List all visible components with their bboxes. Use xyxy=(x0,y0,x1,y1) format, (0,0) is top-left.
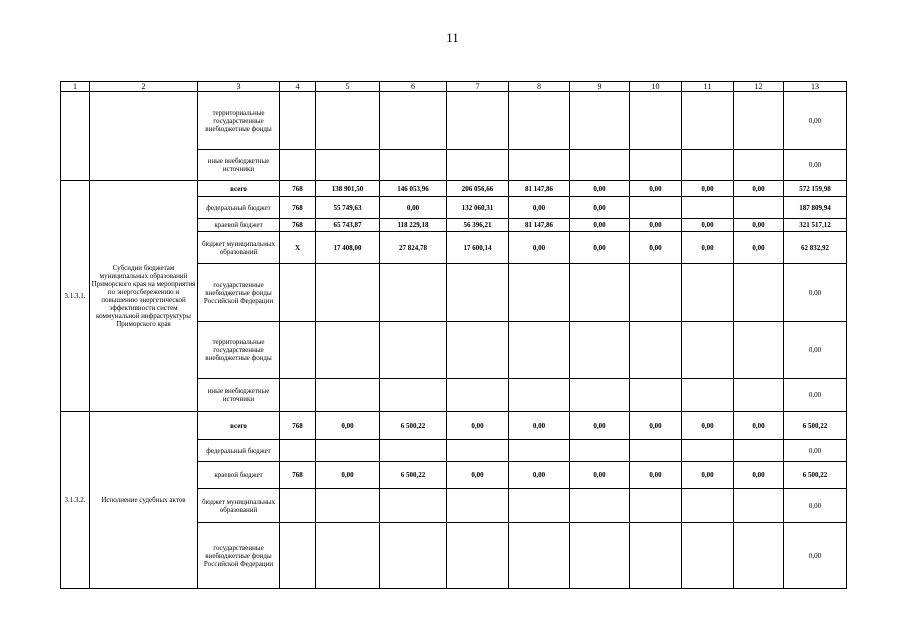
column-number: 8 xyxy=(509,82,570,92)
total-cell: 0,00 xyxy=(784,523,847,589)
value-cell: 0,00 xyxy=(509,197,570,219)
code-cell: 768 xyxy=(280,462,316,489)
value-cell: 27 824,78 xyxy=(380,232,447,264)
value-cell: 0,00 xyxy=(682,181,734,197)
code-cell: 768 xyxy=(280,412,316,440)
item-id: 3.1.3.1. xyxy=(61,181,90,412)
item-id: 3.1.3.2. xyxy=(61,412,90,589)
value-cell: 65 743,87 xyxy=(316,219,380,232)
value-cell: 0,00 xyxy=(570,462,630,489)
column-number: 12 xyxy=(734,82,784,92)
total-cell: 6 500,22 xyxy=(784,462,847,489)
total-cell: 572 159,98 xyxy=(784,181,847,197)
source-label: всего xyxy=(198,412,280,440)
value-cell: 0,00 xyxy=(570,219,630,232)
column-number: 10 xyxy=(630,82,682,92)
source-label: территориальные государственные внебюджетные фонды xyxy=(198,92,280,150)
value-cell: 56 396,21 xyxy=(447,219,509,232)
value-cell: 0,00 xyxy=(682,219,734,232)
table-row xyxy=(61,181,847,197)
value-cell: 118 229,18 xyxy=(380,219,447,232)
column-number: 5 xyxy=(316,82,380,92)
total-cell: 321 517,12 xyxy=(784,219,847,232)
value-cell: 0,00 xyxy=(630,219,682,232)
column-number: 7 xyxy=(447,82,509,92)
value-cell: 6 500,22 xyxy=(380,412,447,440)
source-label: федеральный бюджет xyxy=(198,197,280,219)
value-cell: 132 060,31 xyxy=(447,197,509,219)
value-cell: 0,00 xyxy=(682,232,734,264)
source-label: государственные внебюджетные фонды Российской Федерации xyxy=(198,523,280,589)
value-cell: 0,00 xyxy=(570,197,630,219)
value-cell: 0,00 xyxy=(509,462,570,489)
code-cell: 768 xyxy=(280,197,316,219)
value-cell: 55 749,63 xyxy=(316,197,380,219)
value-cell: 0,00 xyxy=(570,412,630,440)
code-cell: X xyxy=(280,232,316,264)
value-cell: 0,00 xyxy=(630,462,682,489)
source-label: бюджет муниципальных образований xyxy=(198,489,280,523)
value-cell: 81 147,86 xyxy=(509,219,570,232)
value-cell: 0,00 xyxy=(509,232,570,264)
value-cell: 0,00 xyxy=(630,181,682,197)
source-label: бюджет муниципальных образований xyxy=(198,232,280,264)
value-cell: 0,00 xyxy=(630,412,682,440)
value-cell: 146 053,96 xyxy=(380,181,447,197)
value-cell: 0,00 xyxy=(682,412,734,440)
value-cell: 0,00 xyxy=(570,232,630,264)
column-number: 2 xyxy=(90,82,198,92)
total-cell: 0,00 xyxy=(784,379,847,412)
total-cell: 6 500,22 xyxy=(784,412,847,440)
value-cell: 0,00 xyxy=(509,412,570,440)
total-cell: 0,00 xyxy=(784,264,847,322)
column-number: 13 xyxy=(784,82,847,92)
table-row xyxy=(61,92,847,150)
value-cell: 0,00 xyxy=(734,232,784,264)
value-cell: 0,00 xyxy=(734,412,784,440)
total-cell: 0,00 xyxy=(784,150,847,181)
value-cell: 0,00 xyxy=(316,462,380,489)
code-cell: 768 xyxy=(280,181,316,197)
value-cell: 6 500,22 xyxy=(380,462,447,489)
value-cell: 81 147,86 xyxy=(509,181,570,197)
source-label: территориальные государственные внебюджетные фонды xyxy=(198,322,280,379)
total-cell: 62 832,92 xyxy=(784,232,847,264)
value-cell: 138 901,50 xyxy=(316,181,380,197)
value-cell: 0,00 xyxy=(734,219,784,232)
source-label: федеральный бюджет xyxy=(198,440,280,462)
value-cell: 17 600,14 xyxy=(447,232,509,264)
item-name-cell xyxy=(90,92,198,181)
source-label: краевой бюджет xyxy=(198,219,280,232)
value-cell: 0,00 xyxy=(630,232,682,264)
column-number: 9 xyxy=(570,82,630,92)
total-cell: 0,00 xyxy=(784,440,847,462)
column-number: 4 xyxy=(280,82,316,92)
total-cell: 0,00 xyxy=(784,92,847,150)
column-number: 1 xyxy=(61,82,90,92)
source-label: краевой бюджет xyxy=(198,462,280,489)
code-cell: 768 xyxy=(280,219,316,232)
source-label: всего xyxy=(198,181,280,197)
value-cell: 206 056,66 xyxy=(447,181,509,197)
column-number: 3 xyxy=(198,82,280,92)
value-cell: 0,00 xyxy=(380,197,447,219)
value-cell: 0,00 xyxy=(447,412,509,440)
column-number-row xyxy=(61,82,847,92)
page-number: 11 xyxy=(446,30,459,45)
value-cell: 17 408,00 xyxy=(316,232,380,264)
item-name: Субсидии бюджетам муниципальных образований Приморского края на мероприятия по энергосбережению и повышению энергетической эффективности систем коммунальной инфраструктуры Приморского края xyxy=(90,181,198,412)
source-label: иные внебюджетные источники xyxy=(198,379,280,412)
total-cell: 187 809,94 xyxy=(784,197,847,219)
total-cell: 0,00 xyxy=(784,489,847,523)
value-cell: 0,00 xyxy=(682,462,734,489)
value-cell: 0,00 xyxy=(447,462,509,489)
column-number: 11 xyxy=(682,82,734,92)
total-cell: 0,00 xyxy=(784,322,847,379)
item-name: Исполнение судебных актов xyxy=(90,412,198,589)
value-cell: 0,00 xyxy=(734,462,784,489)
item-id-cell xyxy=(61,92,90,181)
source-label: государственные внебюджетные фонды Российской Федерации xyxy=(198,264,280,322)
budget-table xyxy=(60,81,847,589)
table-row xyxy=(61,412,847,440)
source-label: иные внебюджетные источники xyxy=(198,150,280,181)
value-cell: 0,00 xyxy=(316,412,380,440)
column-number: 6 xyxy=(380,82,447,92)
value-cell: 0,00 xyxy=(734,181,784,197)
value-cell: 0,00 xyxy=(570,181,630,197)
